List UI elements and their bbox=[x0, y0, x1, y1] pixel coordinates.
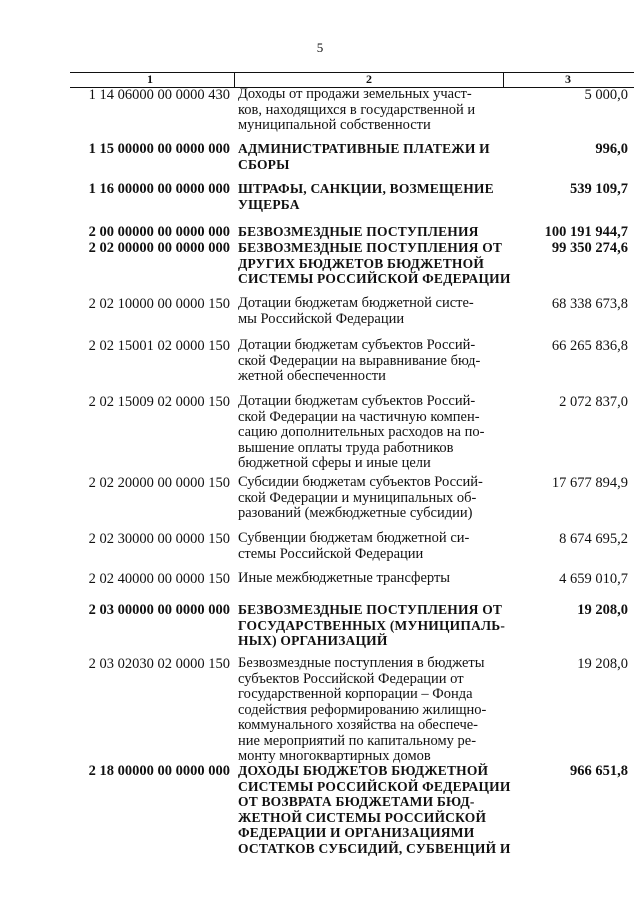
row-amount: 19 208,0 bbox=[577, 656, 628, 672]
row-name-line: БЕЗВОЗМЕЗДНЫЕ ПОСТУПЛЕНИЯ ОТ bbox=[238, 602, 503, 617]
row-amount: 99 350 274,6 bbox=[551, 240, 628, 256]
row-name-line: мы Российской Федерации bbox=[238, 310, 405, 327]
row-code: 2 02 10000 00 0000 150 bbox=[88, 296, 230, 312]
row-name-line: вышение оплаты труда работников bbox=[238, 439, 454, 456]
row-name-line: бюджетной сферы и иные цели bbox=[238, 455, 431, 471]
row-code: 2 02 00000 00 0000 000 bbox=[88, 240, 230, 256]
row-name-line: НЫХ) ОРГАНИЗАЦИЙ bbox=[238, 633, 388, 648]
row-name bbox=[238, 87, 500, 134]
row-code: 2 03 02030 02 0000 150 bbox=[88, 656, 230, 672]
row-name-line: сацию дополнительных расходов на по- bbox=[238, 424, 485, 440]
row-code: 2 03 00000 00 0000 000 bbox=[88, 602, 230, 618]
row-name-line: ДОХОДЫ БЮДЖЕТОВ БЮДЖЕТНОЙ bbox=[238, 763, 489, 778]
row-amount: 5 000,0 bbox=[584, 87, 628, 103]
row-name-line: Субвенции бюджетам бюджетной си- bbox=[238, 530, 470, 546]
row-name bbox=[238, 571, 500, 587]
row-name bbox=[238, 338, 500, 385]
row-code: 2 18 00000 00 0000 000 bbox=[88, 763, 230, 779]
row-name-line: ской Федерации на выравнивание бюд- bbox=[238, 352, 481, 369]
row-code: 2 02 40000 00 0000 150 bbox=[88, 571, 230, 587]
row-amount: 8 674 695,2 bbox=[559, 531, 628, 547]
row-name-line: СБОРЫ bbox=[238, 156, 290, 172]
row-name bbox=[238, 240, 511, 287]
row-code: 1 15 00000 00 0000 000 bbox=[88, 141, 230, 157]
row-amount: 66 265 836,8 bbox=[551, 338, 628, 354]
row-name-line: стемы Российской Федерации bbox=[238, 545, 424, 562]
row-name bbox=[238, 763, 511, 856]
row-name bbox=[238, 602, 506, 649]
row-name-line: Иные межбюджетные трансферты bbox=[238, 570, 451, 586]
row-amount: 966 651,8 bbox=[570, 763, 628, 779]
row-name bbox=[238, 141, 500, 172]
row-name-line: ской Федерации и муниципальных об- bbox=[238, 489, 477, 506]
row-name-line: СИСТЕМЫ РОССИЙСКОЙ ФЕДЕРАЦИИ bbox=[238, 778, 511, 794]
row-name-line: Доходы от продажи земельных участ- bbox=[238, 86, 472, 102]
row-amount: 4 659 010,7 bbox=[559, 571, 628, 587]
header-divider-2 bbox=[503, 72, 504, 88]
row-amount: 17 677 894,9 bbox=[551, 475, 628, 491]
row-amount: 19 208,0 bbox=[577, 602, 628, 618]
row-name bbox=[238, 296, 500, 327]
row-name bbox=[238, 656, 500, 765]
row-name-line: Дотации бюджетам субъектов Россий- bbox=[238, 337, 476, 353]
header-col-2: 2 bbox=[366, 72, 372, 86]
row-name-line: субъектов Российской Федерации от bbox=[238, 670, 464, 687]
row-name-line: Дотации бюджетам бюджетной систе- bbox=[238, 295, 474, 311]
row-code: 2 02 30000 00 0000 150 bbox=[88, 531, 230, 547]
row-name-line: СИСТЕМЫ РОССИЙСКОЙ ФЕДЕРАЦИИ bbox=[238, 271, 511, 286]
row-amount: 100 191 944,7 bbox=[544, 224, 628, 240]
row-name-line: ФЕДЕРАЦИИ И ОРГАНИЗАЦИЯМИ bbox=[238, 825, 475, 840]
row-code: 2 02 15001 02 0000 150 bbox=[88, 338, 230, 354]
row-name bbox=[238, 475, 500, 522]
header-col-1: 1 bbox=[147, 72, 153, 86]
row-name bbox=[238, 531, 500, 562]
row-name-line: содействия реформированию жилищно- bbox=[238, 701, 487, 718]
row-name-line: ОСТАТКОВ СУБСИДИЙ, СУБВЕНЦИЙ И bbox=[238, 840, 511, 856]
row-code: 2 02 20000 00 0000 150 bbox=[88, 475, 230, 491]
row-name-line: УЩЕРБА bbox=[238, 196, 300, 212]
row-name-line: БЕЗВОЗМЕЗДНЫЕ ПОСТУПЛЕНИЯ ОТ bbox=[238, 240, 503, 255]
row-amount: 68 338 673,8 bbox=[551, 296, 628, 312]
row-name-line: жетной обеспеченности bbox=[238, 368, 386, 384]
row-name-line: ков, находящихся в государственной и bbox=[238, 101, 476, 118]
header-divider-1 bbox=[234, 72, 235, 88]
header-col-3: 3 bbox=[565, 72, 571, 86]
row-amount: 996,0 bbox=[595, 141, 628, 157]
row-name-line: муниципальной собственности bbox=[238, 117, 431, 133]
row-name-line: АДМИНИСТРАТИВНЫЕ ПЛАТЕЖИ И bbox=[238, 141, 490, 156]
row-name-line: монту многоквартирных домов bbox=[238, 748, 431, 764]
row-name bbox=[238, 181, 500, 212]
row-name-line: ШТРАФЫ, САНКЦИИ, ВОЗМЕЩЕНИЕ bbox=[238, 181, 494, 196]
row-name-line: ской Федерации на частичную компен- bbox=[238, 408, 480, 425]
row-name-line: Безвозмездные поступления в бюджеты bbox=[238, 655, 485, 671]
row-name-line: государственной корпорации – Фонда bbox=[238, 686, 473, 702]
row-amount: 2 072 837,0 bbox=[559, 394, 628, 410]
row-name-line: Субсидии бюджетам субъектов Россий- bbox=[238, 474, 483, 490]
row-name bbox=[238, 224, 500, 240]
row-code: 1 14 06000 00 0000 430 bbox=[88, 87, 230, 103]
row-code: 2 00 00000 00 0000 000 bbox=[88, 224, 230, 240]
row-name-line: ГОСУДАРСТВЕННЫХ (МУНИЦИПАЛЬ- bbox=[238, 617, 506, 633]
row-name-line: ОТ ВОЗВРАТА БЮДЖЕТАМИ БЮД- bbox=[238, 794, 475, 809]
row-name-line: ДРУГИХ БЮДЖЕТОВ БЮДЖЕТНОЙ bbox=[238, 255, 485, 271]
row-name-line: разований (межбюджетные субсидии) bbox=[238, 505, 473, 521]
row-amount: 539 109,7 bbox=[570, 181, 628, 197]
row-name-line: коммунального хозяйства на обеспече- bbox=[238, 717, 479, 733]
row-name bbox=[238, 394, 500, 472]
row-name-line: БЕЗВОЗМЕЗДНЫЕ ПОСТУПЛЕНИЯ bbox=[238, 224, 479, 239]
row-name-line: ние мероприятий по капитальному ре- bbox=[238, 732, 477, 749]
row-code: 1 16 00000 00 0000 000 bbox=[88, 181, 230, 197]
page-number: 5 bbox=[316, 40, 324, 55]
row-code: 2 02 15009 02 0000 150 bbox=[88, 394, 230, 410]
row-name-line: ЖЕТНОЙ СИСТЕМЫ РОССИЙСКОЙ bbox=[238, 809, 487, 825]
row-name-line: Дотации бюджетам субъектов Россий- bbox=[238, 393, 476, 409]
